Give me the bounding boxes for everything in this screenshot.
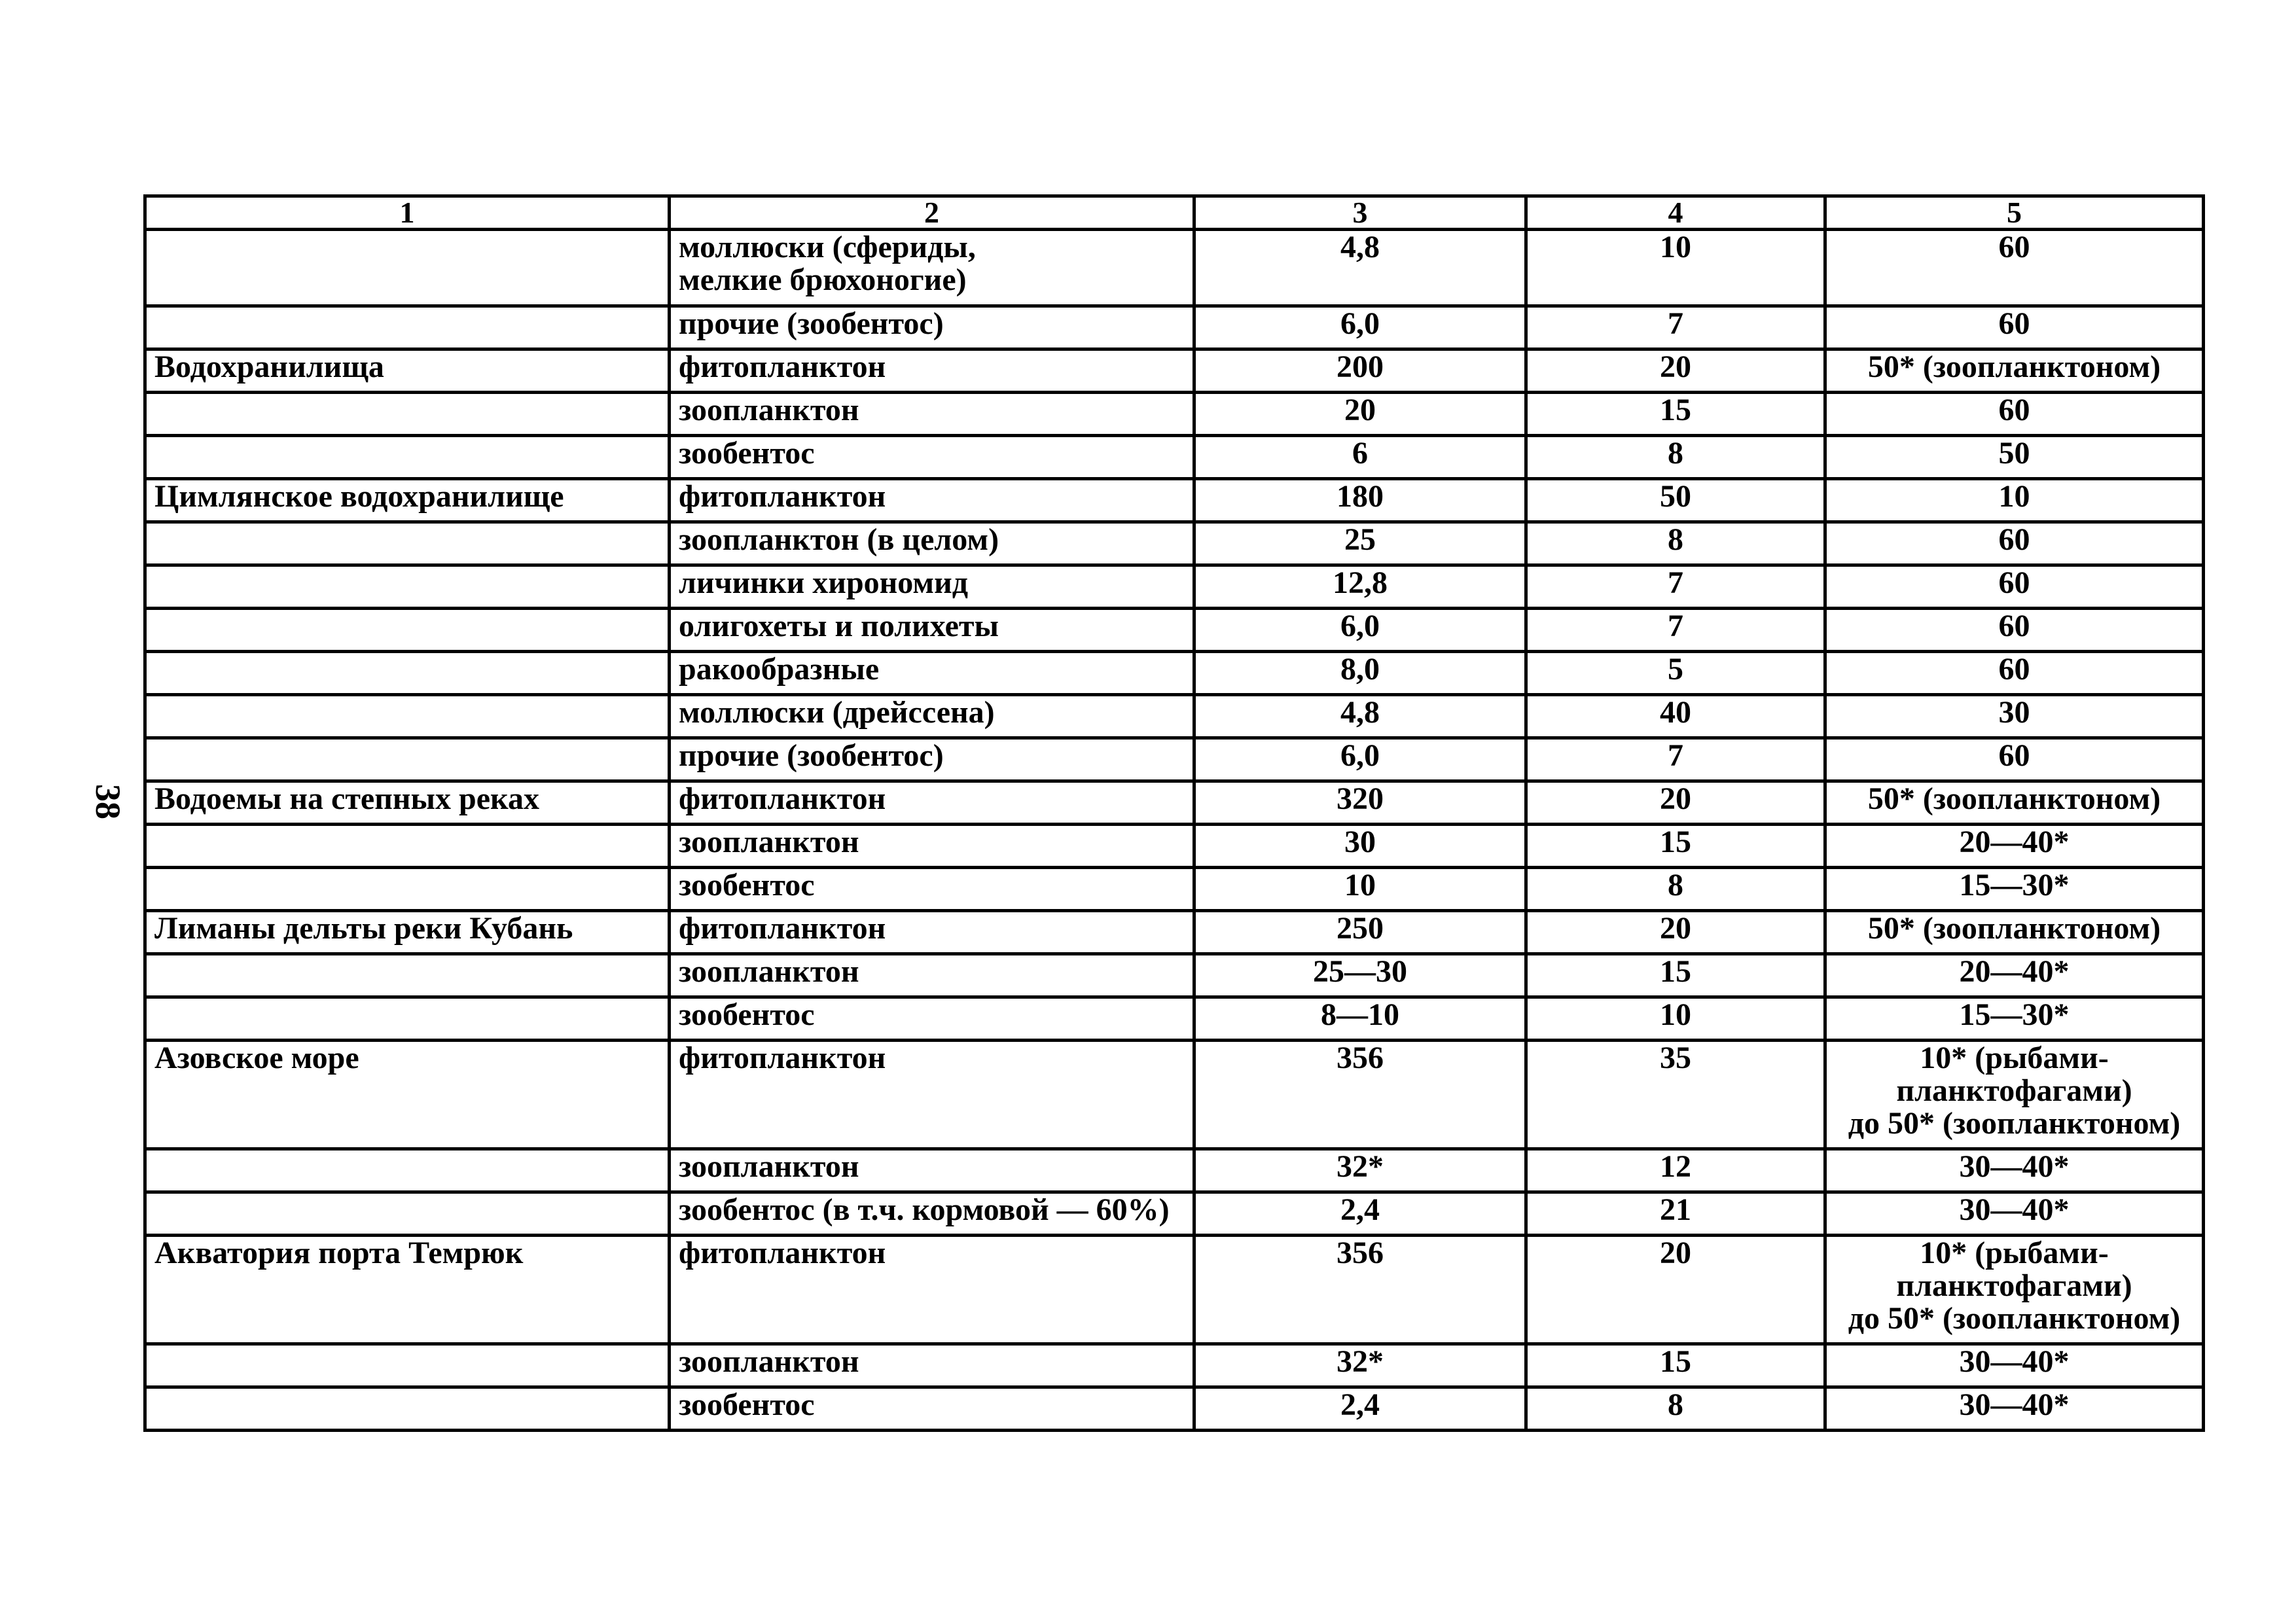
- consumption-cell: 30—40*: [1825, 1149, 2204, 1192]
- coefficient-cell: 7: [1526, 306, 1825, 349]
- coefficient-cell: 21: [1526, 1192, 1825, 1236]
- table-row: [145, 565, 2204, 609]
- consumption-cell: 60: [1825, 738, 2204, 781]
- consumption-cell: 60: [1825, 652, 2204, 695]
- coefficient-cell: 15: [1526, 825, 1825, 868]
- value-cell: 8,0: [1194, 652, 1526, 695]
- value-cell: 356: [1194, 1236, 1526, 1344]
- food-group-cell: зоопланктон: [670, 954, 1194, 997]
- water-body-cell: Лиманы дельты реки Кубань: [145, 911, 670, 954]
- table-row: [145, 781, 2204, 825]
- value-cell: 2,4: [1194, 1387, 1526, 1431]
- table-row: [145, 1344, 2204, 1387]
- water-body-cell: [145, 997, 670, 1041]
- water-body-cell: [145, 825, 670, 868]
- coefficient-cell: 20: [1526, 1236, 1825, 1344]
- water-body-cell: Водоемы на степных реках: [145, 781, 670, 825]
- water-body-cell: [145, 1192, 670, 1236]
- table-row: [145, 738, 2204, 781]
- water-body-cell: [145, 652, 670, 695]
- consumption-cell: 60: [1825, 306, 2204, 349]
- data-table: [143, 194, 2205, 1432]
- coefficient-cell: 20: [1526, 911, 1825, 954]
- consumption-cell: 60: [1825, 393, 2204, 436]
- coefficient-cell: 8: [1526, 1387, 1825, 1431]
- column-header: 3: [1194, 196, 1526, 230]
- coefficient-cell: 5: [1526, 652, 1825, 695]
- consumption-cell: 60: [1825, 609, 2204, 652]
- column-header: 1: [145, 196, 670, 230]
- value-cell: 356: [1194, 1041, 1526, 1149]
- table-row: [145, 997, 2204, 1041]
- food-group-cell: фитопланктон: [670, 1041, 1194, 1149]
- consumption-cell: 60: [1825, 230, 2204, 306]
- coefficient-cell: 7: [1526, 565, 1825, 609]
- value-cell: 6,0: [1194, 609, 1526, 652]
- consumption-cell: 30—40*: [1825, 1387, 2204, 1431]
- table-row: [145, 1192, 2204, 1236]
- consumption-cell: 30—40*: [1825, 1192, 2204, 1236]
- food-group-cell: зоопланктон: [670, 393, 1194, 436]
- table-body: [145, 230, 2204, 1431]
- water-body-cell: Цимлянское водохранилище: [145, 479, 670, 522]
- table-row: [145, 1041, 2204, 1149]
- food-group-cell: прочие (зообентос): [670, 738, 1194, 781]
- value-cell: 320: [1194, 781, 1526, 825]
- food-group-cell: зообентос (в т.ч. кормовой — 60%): [670, 1192, 1194, 1236]
- table-row: [145, 1149, 2204, 1192]
- header-row: [145, 196, 2204, 230]
- food-group-cell: зоопланктон: [670, 1149, 1194, 1192]
- table-row: [145, 393, 2204, 436]
- value-cell: 4,8: [1194, 230, 1526, 306]
- coefficient-cell: 8: [1526, 436, 1825, 479]
- table-row: [145, 695, 2204, 738]
- column-header: 5: [1825, 196, 2204, 230]
- water-body-cell: [145, 695, 670, 738]
- consumption-cell: 30: [1825, 695, 2204, 738]
- consumption-cell: 60: [1825, 565, 2204, 609]
- consumption-cell: 10* (рыбами- планктофагами) до 50* (зоопланктоном): [1825, 1041, 2204, 1149]
- water-body-cell: [145, 1149, 670, 1192]
- consumption-cell: 50* (зоопланктоном): [1825, 911, 2204, 954]
- table-row: [145, 306, 2204, 349]
- consumption-cell: 30—40*: [1825, 1344, 2204, 1387]
- value-cell: 20: [1194, 393, 1526, 436]
- water-body-cell: Азовское море: [145, 1041, 670, 1149]
- water-body-cell: [145, 306, 670, 349]
- value-cell: 25—30: [1194, 954, 1526, 997]
- table-row: [145, 1387, 2204, 1431]
- coefficient-cell: 7: [1526, 609, 1825, 652]
- consumption-cell: 60: [1825, 522, 2204, 565]
- value-cell: 12,8: [1194, 565, 1526, 609]
- food-group-cell: зоопланктон: [670, 1344, 1194, 1387]
- value-cell: 30: [1194, 825, 1526, 868]
- table-row: [145, 522, 2204, 565]
- food-group-cell: ракообразные: [670, 652, 1194, 695]
- coefficient-cell: 15: [1526, 1344, 1825, 1387]
- consumption-cell: 20—40*: [1825, 954, 2204, 997]
- consumption-cell: 50* (зоопланктоном): [1825, 781, 2204, 825]
- column-header: 4: [1526, 196, 1825, 230]
- coefficient-cell: 10: [1526, 230, 1825, 306]
- food-group-cell: моллюски (дрейссена): [670, 695, 1194, 738]
- food-group-cell: олигохеты и полихеты: [670, 609, 1194, 652]
- table-row: [145, 479, 2204, 522]
- table-row: [145, 230, 2204, 306]
- food-group-cell: фитопланктон: [670, 349, 1194, 393]
- consumption-cell: 15—30*: [1825, 868, 2204, 911]
- food-group-cell: зоопланктон: [670, 825, 1194, 868]
- value-cell: 32*: [1194, 1149, 1526, 1192]
- value-cell: 32*: [1194, 1344, 1526, 1387]
- food-group-cell: фитопланктон: [670, 911, 1194, 954]
- coefficient-cell: 10: [1526, 997, 1825, 1041]
- food-group-cell: зоопланктон (в целом): [670, 522, 1194, 565]
- coefficient-cell: 15: [1526, 954, 1825, 997]
- food-group-cell: фитопланктон: [670, 479, 1194, 522]
- table-row: [145, 609, 2204, 652]
- value-cell: 6: [1194, 436, 1526, 479]
- table-row: [145, 652, 2204, 695]
- food-group-cell: личинки хирономид: [670, 565, 1194, 609]
- coefficient-cell: 35: [1526, 1041, 1825, 1149]
- value-cell: 2,4: [1194, 1192, 1526, 1236]
- water-body-cell: [145, 393, 670, 436]
- coefficient-cell: 40: [1526, 695, 1825, 738]
- water-body-cell: [145, 868, 670, 911]
- food-group-cell: зообентос: [670, 997, 1194, 1041]
- water-body-cell: [145, 522, 670, 565]
- value-cell: 25: [1194, 522, 1526, 565]
- coefficient-cell: 8: [1526, 868, 1825, 911]
- value-cell: 6,0: [1194, 306, 1526, 349]
- consumption-cell: 10* (рыбами- планктофагами) до 50* (зоопланктоном): [1825, 1236, 2204, 1344]
- table-row: [145, 436, 2204, 479]
- water-body-cell: [145, 609, 670, 652]
- water-body-cell: [145, 230, 670, 306]
- consumption-cell: 15—30*: [1825, 997, 2204, 1041]
- coefficient-cell: 15: [1526, 393, 1825, 436]
- value-cell: 6,0: [1194, 738, 1526, 781]
- value-cell: 8—10: [1194, 997, 1526, 1041]
- consumption-cell: 20—40*: [1825, 825, 2204, 868]
- water-body-cell: [145, 565, 670, 609]
- consumption-cell: 50: [1825, 436, 2204, 479]
- coefficient-cell: 7: [1526, 738, 1825, 781]
- water-body-cell: [145, 436, 670, 479]
- column-header: 2: [670, 196, 1194, 230]
- water-body-cell: [145, 954, 670, 997]
- water-body-cell: Водохранилища: [145, 349, 670, 393]
- water-body-cell: Акватория порта Темрюк: [145, 1236, 670, 1344]
- coefficient-cell: 8: [1526, 522, 1825, 565]
- water-body-cell: [145, 738, 670, 781]
- value-cell: 4,8: [1194, 695, 1526, 738]
- consumption-cell: 50* (зоопланктоном): [1825, 349, 2204, 393]
- food-group-cell: зообентос: [670, 436, 1194, 479]
- coefficient-cell: 50: [1526, 479, 1825, 522]
- table-row: [145, 825, 2204, 868]
- food-group-cell: зообентос: [670, 868, 1194, 911]
- table-row: [145, 911, 2204, 954]
- water-body-cell: [145, 1387, 670, 1431]
- value-cell: 200: [1194, 349, 1526, 393]
- value-cell: 180: [1194, 479, 1526, 522]
- food-group-cell: фитопланктон: [670, 1236, 1194, 1344]
- table-row: [145, 1236, 2204, 1344]
- value-cell: 10: [1194, 868, 1526, 911]
- food-group-cell: моллюски (сфериды, мелкие брюхоногие): [670, 230, 1194, 306]
- coefficient-cell: 20: [1526, 349, 1825, 393]
- page-number: 38: [88, 784, 128, 819]
- coefficient-cell: 20: [1526, 781, 1825, 825]
- coefficient-cell: 12: [1526, 1149, 1825, 1192]
- water-body-cell: [145, 1344, 670, 1387]
- food-group-cell: фитопланктон: [670, 781, 1194, 825]
- table-row: [145, 954, 2204, 997]
- consumption-cell: 10: [1825, 479, 2204, 522]
- value-cell: 250: [1194, 911, 1526, 954]
- table-row: [145, 349, 2204, 393]
- table-row: [145, 868, 2204, 911]
- food-group-cell: прочие (зообентос): [670, 306, 1194, 349]
- food-group-cell: зообентос: [670, 1387, 1194, 1431]
